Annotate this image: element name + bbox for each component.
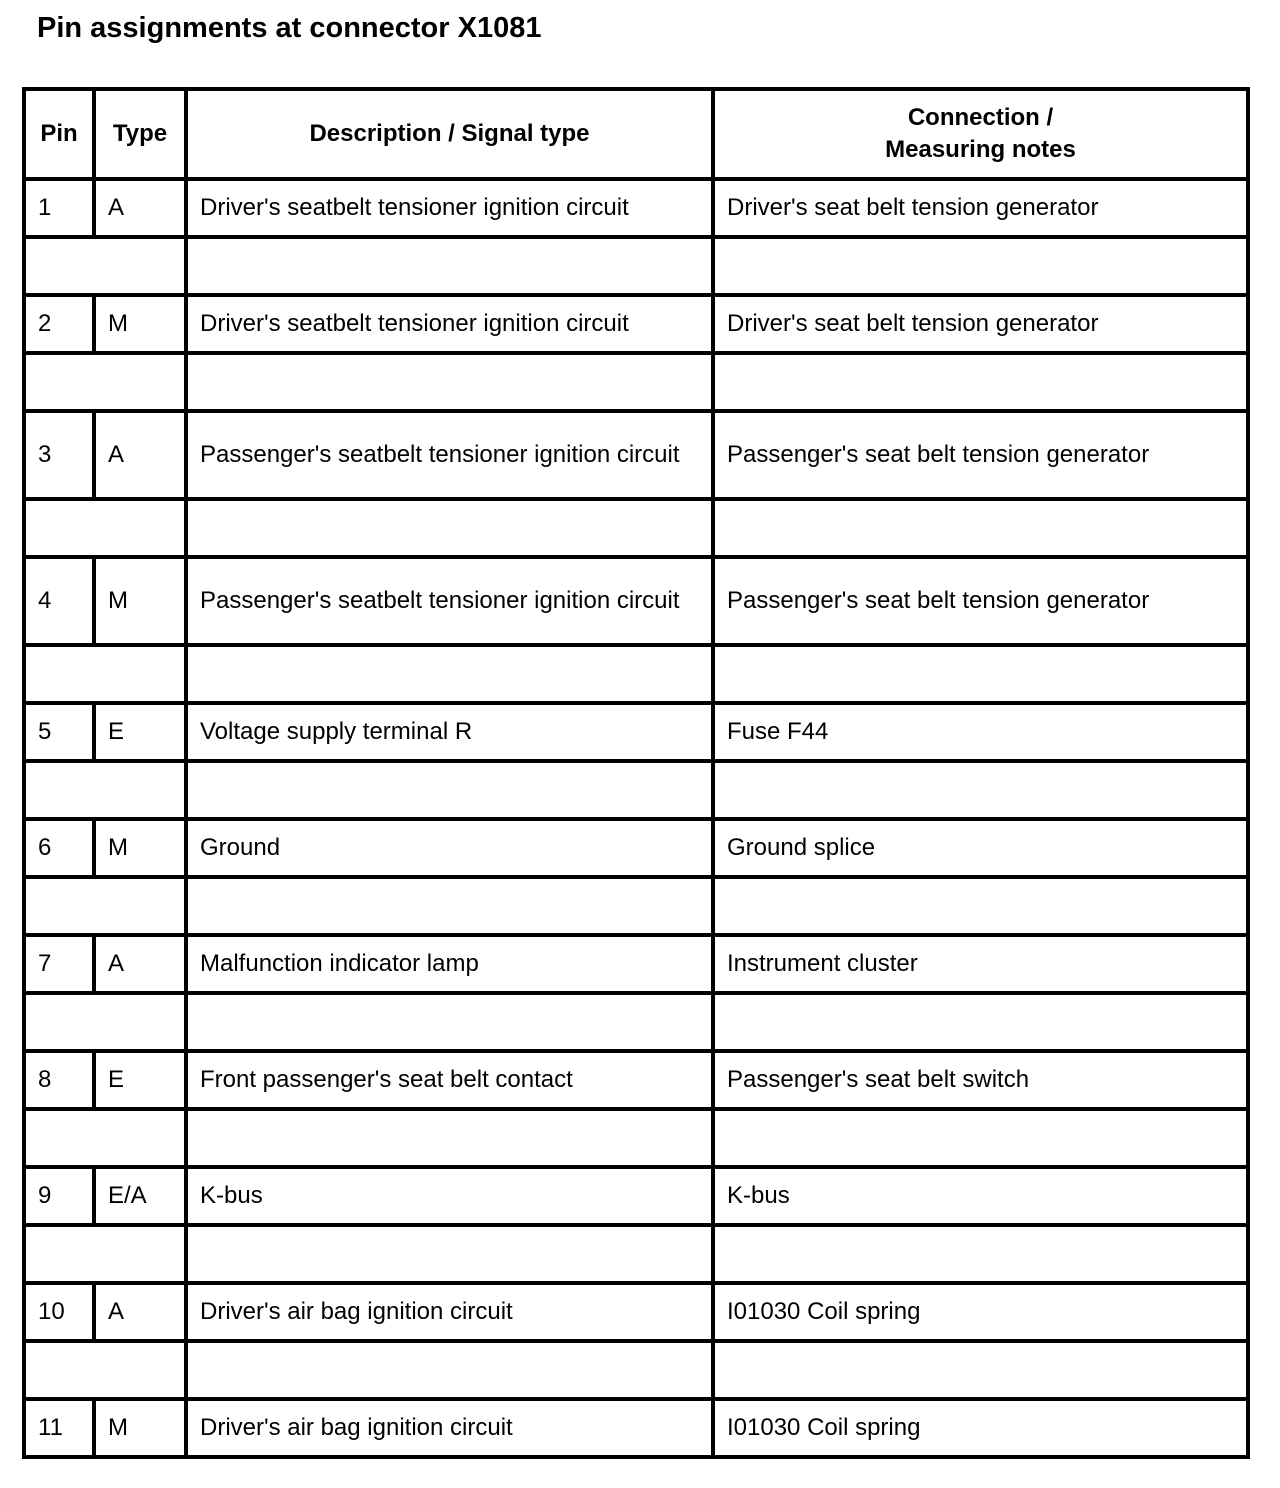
connection-cell: Fuse F44 [713, 703, 1248, 761]
description-cell: Front passenger's seat belt contact [186, 1051, 713, 1109]
pin-cell: 1 [24, 179, 94, 237]
spacer-row [24, 499, 1248, 557]
description-cell: Driver's seatbelt tensioner ignition circuit [186, 179, 713, 237]
spacer-cell [186, 1341, 713, 1399]
description-cell: Driver's air bag ignition circuit [186, 1283, 713, 1341]
type-cell: A [94, 411, 186, 499]
pin-cell: 11 [24, 1399, 94, 1457]
spacer-cell [713, 353, 1248, 411]
description-cell: Passenger's seatbelt tensioner ignition circuit [186, 411, 713, 499]
spacer-row [24, 645, 1248, 703]
page-title: Pin assignments at connector X1081 [37, 12, 542, 44]
description-cell: K-bus [186, 1167, 713, 1225]
spacer-cell [713, 1109, 1248, 1167]
connection-cell: I01030 Coil spring [713, 1283, 1248, 1341]
header-connection-line2: Measuring notes [885, 136, 1076, 163]
table-row [24, 935, 1248, 993]
description-cell: Passenger's seatbelt tensioner ignition circuit [186, 557, 713, 645]
table-row [24, 703, 1248, 761]
connection-cell: K-bus [713, 1167, 1248, 1225]
pin-cell: 2 [24, 295, 94, 353]
spacer-row [24, 761, 1248, 819]
description-cell: Driver's seatbelt tensioner ignition circuit [186, 295, 713, 353]
description-cell: Ground [186, 819, 713, 877]
spacer-cell [186, 1109, 713, 1167]
spacer-row [24, 353, 1248, 411]
spacer-cell [713, 1225, 1248, 1283]
spacer-cell [24, 761, 186, 819]
connection-cell: I01030 Coil spring [713, 1399, 1248, 1457]
connection-cell: Passenger's seat belt tension generator [713, 411, 1248, 499]
type-cell: M [94, 557, 186, 645]
type-cell: E/A [94, 1167, 186, 1225]
spacer-cell [24, 237, 186, 295]
table-row [24, 557, 1248, 645]
header-type: Type [94, 89, 186, 179]
description-cell: Malfunction indicator lamp [186, 935, 713, 993]
spacer-row [24, 993, 1248, 1051]
description-cell: Voltage supply terminal R [186, 703, 713, 761]
spacer-cell [713, 877, 1248, 935]
spacer-cell [24, 877, 186, 935]
connection-cell: Instrument cluster [713, 935, 1248, 993]
spacer-cell [186, 761, 713, 819]
spacer-cell [186, 993, 713, 1051]
pin-cell: 7 [24, 935, 94, 993]
spacer-cell [24, 993, 186, 1051]
table-row [24, 411, 1248, 499]
type-cell: M [94, 819, 186, 877]
header-description: Description / Signal type [186, 89, 713, 179]
type-cell: E [94, 703, 186, 761]
spacer-cell [713, 761, 1248, 819]
table-row [24, 819, 1248, 877]
spacer-cell [186, 877, 713, 935]
description-cell: Driver's air bag ignition circuit [186, 1399, 713, 1457]
table-row [24, 295, 1248, 353]
pin-cell: 3 [24, 411, 94, 499]
type-cell: M [94, 1399, 186, 1457]
pin-cell: 10 [24, 1283, 94, 1341]
spacer-cell [186, 353, 713, 411]
connection-cell: Passenger's seat belt switch [713, 1051, 1248, 1109]
type-cell: E [94, 1051, 186, 1109]
spacer-row [24, 1225, 1248, 1283]
type-cell: M [94, 295, 186, 353]
connection-cell: Passenger's seat belt tension generator [713, 557, 1248, 645]
table-row [24, 1399, 1248, 1457]
spacer-cell [24, 1109, 186, 1167]
spacer-cell [713, 237, 1248, 295]
table-header-row [24, 89, 1248, 179]
spacer-row [24, 1341, 1248, 1399]
spacer-row [24, 1109, 1248, 1167]
type-cell: A [94, 179, 186, 237]
spacer-cell [186, 237, 713, 295]
spacer-cell [713, 645, 1248, 703]
table-row [24, 179, 1248, 237]
spacer-cell [713, 993, 1248, 1051]
table-row [24, 1167, 1248, 1225]
spacer-cell [24, 499, 186, 557]
pin-cell: 4 [24, 557, 94, 645]
header-pin: Pin [24, 89, 94, 179]
type-cell: A [94, 935, 186, 993]
pin-assignment-table [22, 87, 1250, 1459]
spacer-cell [24, 645, 186, 703]
header-connection-line1: Connection / [907, 104, 1054, 131]
spacer-cell [713, 1341, 1248, 1399]
pin-cell: 5 [24, 703, 94, 761]
spacer-cell [186, 645, 713, 703]
spacer-row [24, 237, 1248, 295]
pin-cell: 8 [24, 1051, 94, 1109]
connection-cell: Ground splice [713, 819, 1248, 877]
spacer-cell [24, 1341, 186, 1399]
connection-cell: Driver's seat belt tension generator [713, 179, 1248, 237]
table-row [24, 1283, 1248, 1341]
pin-cell: 9 [24, 1167, 94, 1225]
pin-cell: 6 [24, 819, 94, 877]
header-connection [713, 89, 1248, 179]
spacer-cell [713, 499, 1248, 557]
table-row [24, 1051, 1248, 1109]
spacer-cell [24, 1225, 186, 1283]
spacer-row [24, 877, 1248, 935]
spacer-cell [24, 353, 186, 411]
type-cell: A [94, 1283, 186, 1341]
spacer-cell [186, 499, 713, 557]
spacer-cell [186, 1225, 713, 1283]
connection-cell: Driver's seat belt tension generator [713, 295, 1248, 353]
